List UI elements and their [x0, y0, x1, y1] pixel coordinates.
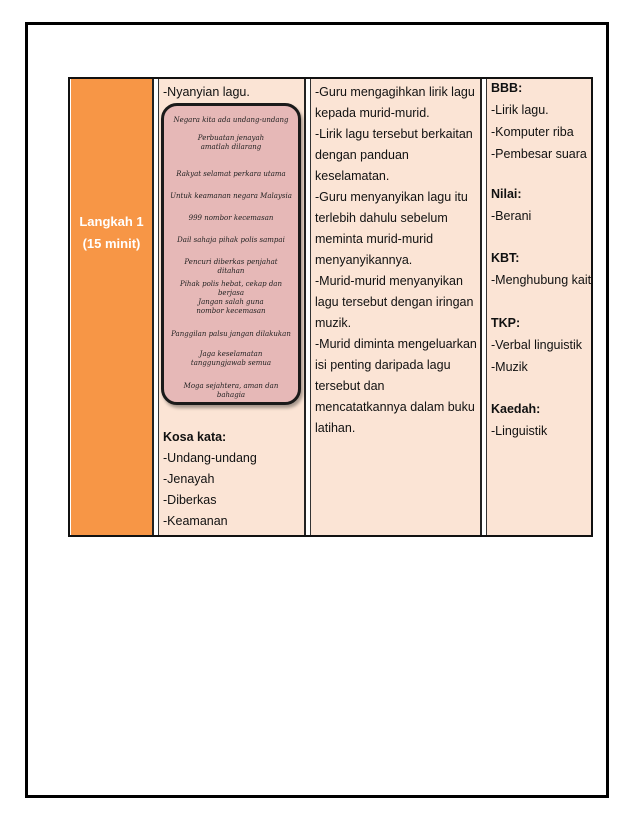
lyric-line: Perbuatan jenayah amatlah dilarang [197, 134, 265, 151]
activity-column [310, 79, 482, 535]
lyric-line: 999 nombor kecemasan [188, 214, 274, 222]
notes-column [486, 79, 591, 535]
activity-line: lagu tersebut dengan iringan [315, 295, 474, 309]
lyric-line: Pihak polis hebat, cekap dan berjasa [179, 280, 282, 297]
tkp-heading: TKP: [491, 316, 521, 330]
vocab-item: -Undang-undang [163, 451, 257, 465]
kbt-item: -Menghubung kait [491, 273, 592, 287]
activity-line: -Guru menyanyikan lagu itu [315, 190, 468, 204]
nilai-heading: Nilai: [491, 187, 522, 201]
lyric-line: Untuk keamanan negara Malaysia [170, 192, 292, 200]
lyric-line: Rakyat selamat perkara utama [176, 170, 286, 178]
activity-line: kepada murid-murid. [315, 106, 430, 120]
lyric-line: Negara kita ada undang-undang [173, 116, 289, 124]
kaedah-item: -Linguistik [491, 424, 548, 438]
lyric-line: Pencuri diberkas penjahat ditahan [184, 258, 278, 275]
lesson-plan-table [68, 77, 593, 537]
nilai-item: -Berani [491, 209, 532, 223]
tkp-item: -Muzik [491, 360, 528, 374]
lyric-line: Moga sejahtera, aman dan bahagia [183, 382, 279, 399]
activity-line: meminta murid-murid [315, 232, 434, 246]
song-lyrics-box [161, 103, 301, 405]
activity-line: dengan panduan [315, 148, 409, 162]
tkp-item: -Verbal linguistik [491, 338, 583, 352]
activity-line: terlebih dahulu sebelum [315, 211, 448, 225]
lyric-line: Jangan salah guna nombor kecemasan [196, 298, 266, 315]
song-heading: -Nyanyian lagu. [163, 85, 250, 99]
step-column [71, 79, 154, 535]
bbb-item: -Lirik lagu. [491, 103, 549, 117]
step-title-block [71, 211, 152, 255]
activity-line: menyanyikannya. [315, 253, 413, 267]
activity-line: isi penting daripada lagu [315, 358, 451, 372]
lyric-line: Panggilan palsu jangan dilakukan [171, 330, 291, 338]
activity-line: mencatatkannya dalam buku [315, 400, 475, 414]
activity-line: -Guru mengagihkan lirik lagu [315, 85, 475, 99]
bbb-heading: BBB: [491, 81, 523, 95]
bbb-item: -Komputer riba [491, 125, 574, 139]
kaedah-heading: Kaedah: [491, 402, 541, 416]
lyric-line: Jaga keselamatan tanggungjawab semua [190, 350, 272, 367]
kbt-heading: KBT: [491, 251, 520, 265]
activity-line: tersebut dan [315, 379, 385, 393]
vocab-item: -Diberkas [163, 493, 217, 507]
vocab-item: -Jenayah [163, 472, 215, 486]
lyric-line: Dail sahaja pihak polis sampai [177, 236, 285, 244]
activity-line: -Lirik lagu tersebut berkaitan [315, 127, 473, 141]
step-title: Langkah 1 [79, 214, 144, 229]
activity-line: latihan. [315, 421, 356, 435]
activity-line: keselamatan. [315, 169, 390, 183]
activity-line: muzik. [315, 316, 352, 330]
bbb-item: -Pembesar suara [491, 147, 587, 161]
vocab-item: -Keamanan [163, 514, 228, 528]
step-duration: (15 minit) [82, 236, 141, 251]
activity-line: -Murid-murid menyanyikan [315, 274, 463, 288]
vocab-heading: Kosa kata: [163, 430, 227, 444]
activity-line: -Murid diminta mengeluarkan [315, 337, 477, 351]
